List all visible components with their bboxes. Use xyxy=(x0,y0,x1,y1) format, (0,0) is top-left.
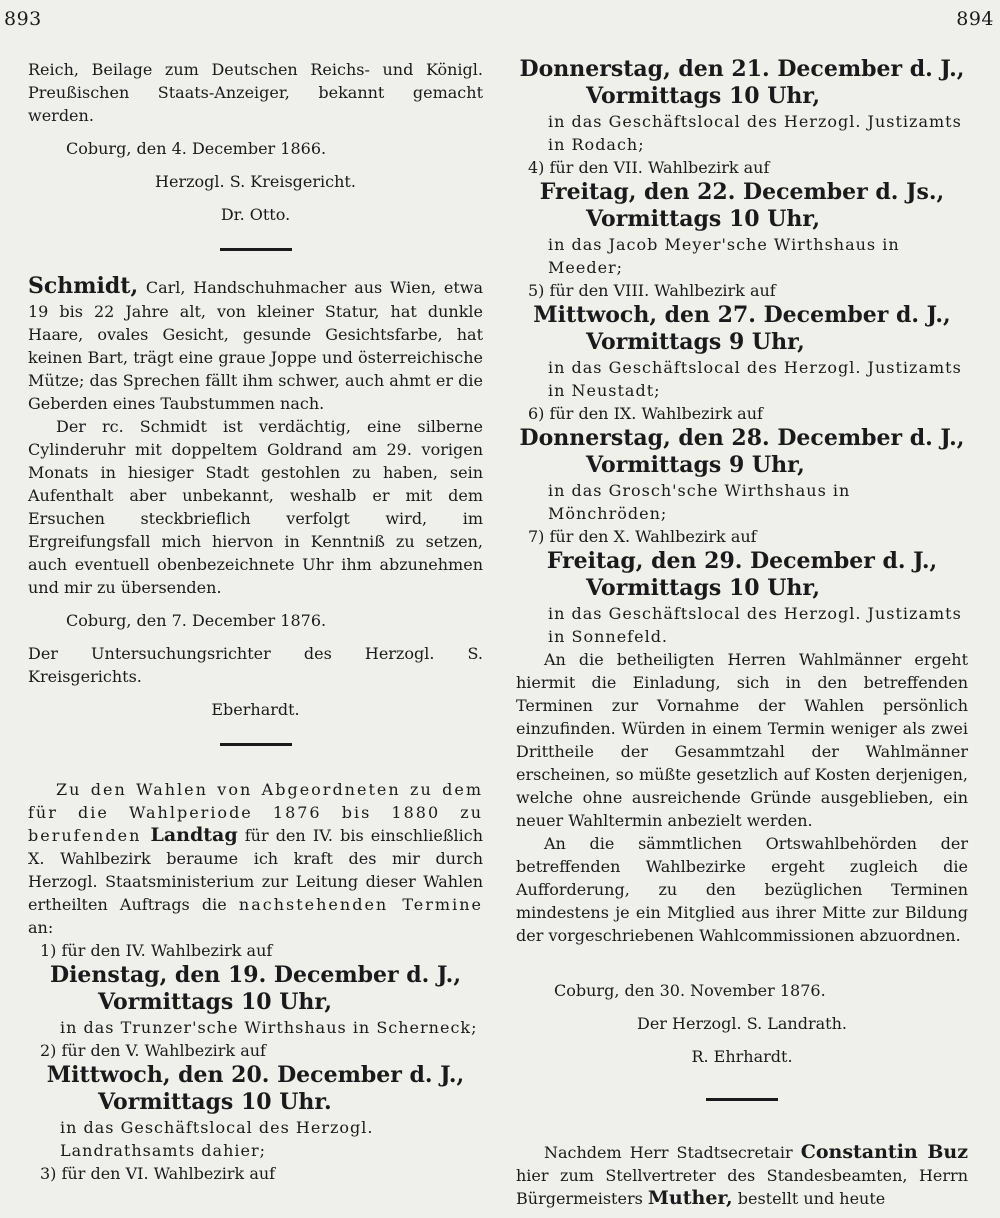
landtag-word: Landtag xyxy=(150,824,238,846)
final-paragraph: Nachdem Herr Stadtsecretair Constantin Buz hier zum Stellvertreter des Standesbeamten, Herrn Bürgermeisters Muther, bestellt und heute xyxy=(516,1141,968,1209)
item-7-place: in das Geschäftslocal des Herzogl. Justizamts in Sonnefeld. xyxy=(548,604,962,646)
notice3-office: Der Herzogl. S. Landrath. xyxy=(637,1014,847,1033)
item-5-place: in das Geschäftslocal des Herzogl. Justizamts in Neustadt; xyxy=(548,358,962,400)
election-intro: Zu den Wahlen von Abgeordneten zu dem für die Wahlperiode 1876 bis 1880 zu berufenden Landtag für den IV. bis einschließlich X. Wahlbezirk beraume ich kraft des mir durch Herzogl. Staatsministerium zur Leitung dieser Wahlen ertheilten Auftrags die nachstehenden Termine an: xyxy=(28,780,484,937)
item-6-place: in das Grosch'sche Wirthshaus in Mönchröden; xyxy=(548,481,851,523)
name-muther: Muther, xyxy=(647,1187,733,1209)
notice1-signer: Dr. Otto. xyxy=(220,205,291,224)
invitation-paragraph: An die betheiligten Herren Wahlmänner ergeht hiermit die Einladung, sich in den betreffenden Terminen zur Vornahme der Wahlen persönlich einzufinden. Würden in einem Termin weniger als zwei Drittheile der Gesammtzahl der Wahlmänner erscheinen, so müßte gesetzlich auf Kosten derjenigen, welche ohne ausreichende Gründe ausgeblieben, ein neuer Wahltermin anbezielt werden. xyxy=(516,650,968,830)
wanted-description: Carl, Handschuhmacher aus Wien, etwa 19 bis 22 Jahre alt, von kleiner Statur, hat dunkle Haare, ovales Gesicht, gesunde Gesichtsfarbe, hat keinen Bart, trägt eine graue Joppe und österreichische Mütze; das Sprechen fällt ihm schwer, auch ahmt er die Geberden eines Taubstummen nach. xyxy=(28,278,483,413)
item-2-time: Vormittags 10 Uhr. xyxy=(98,1089,332,1115)
item-3-date: Donnerstag, den 21. December d. J., xyxy=(519,56,965,82)
item-4-time: Vormittags 10 Uhr, xyxy=(586,206,821,232)
divider xyxy=(706,1098,778,1101)
notice1-court: Herzogl. S. Kreisgericht. xyxy=(155,172,356,191)
item-3-time: Vormittags 10 Uhr, xyxy=(586,83,821,109)
item-3-place: in das Geschäftslocal des Herzogl. Justizamts in Rodach; xyxy=(548,112,962,154)
item-4-date: Freitag, den 22. December d. Js., xyxy=(539,179,945,205)
intro-paragraph: Reich, Beilage zum Deutschen Reichs- und Königl. Preußischen Staats-Anzeiger, bekannt gemacht werden. xyxy=(28,60,483,125)
left-column xyxy=(28,58,483,1218)
item-2-place: in das Geschäftslocal des Herzogl. Landrathsamts dahier; xyxy=(60,1118,374,1160)
notice2-signer: Eberhardt. xyxy=(211,700,300,719)
page-number-left: 893 xyxy=(4,8,42,30)
item-7-time: Vormittags 10 Uhr, xyxy=(586,575,821,601)
item-1-label: 1) für den IV. Wahlbezirk auf xyxy=(40,941,273,960)
item-4-place: in das Jacob Meyer'sche Wirthshaus in Meeder; xyxy=(548,235,900,277)
request-paragraph: An die sämmtlichen Ortswahlbehörden der betreffenden Wahlbezirke ergeht zugleich die Aufforderung, zu den bezüglichen Terminen mindestens je ein Mitglied aus ihrer Mitte zur Bildung der vorgeschriebenen Wahlcommissionen abzuordnen. xyxy=(516,834,968,945)
item-6-label: 6) für den IX. Wahlbezirk auf xyxy=(528,404,763,423)
item-1-date: Dienstag, den 19. December d. J., xyxy=(50,962,461,988)
item-3-label: 3) für den VI. Wahlbezirk auf xyxy=(40,1164,276,1183)
notice1-date: Coburg, den 4. December 1866. xyxy=(66,139,327,158)
name-constantin-buz: Constantin Buz xyxy=(800,1141,968,1163)
notice3-date: Coburg, den 30. November 1876. xyxy=(554,981,826,1000)
wanted-notice xyxy=(28,273,483,415)
item-4-label: 4) für den VII. Wahlbezirk auf xyxy=(528,158,770,177)
item-7-label: 7) für den X. Wahlbezirk auf xyxy=(528,527,757,546)
right-column xyxy=(516,58,968,1218)
item-5-time: Vormittags 9 Uhr, xyxy=(586,329,805,355)
item-7-date: Freitag, den 29. December d. J., xyxy=(546,548,938,574)
divider xyxy=(220,743,292,746)
wanted-notice-body: Der rc. Schmidt ist verdächtig, eine silberne Cylinderuhr mit doppeltem Goldrand am 29. vorigen Monats in hiesiger Stadt gestohlen zu haben, sein Aufenthalt aber unbekannt, weshalb er mit dem Ersuchen steckbrieflich verfolgt wird, im Ergreifungsfall mich hiervon in Kenntniß zu setzen, auch eventuell obenbezeichnete Uhr ihm abzunehmen und mir zu übersenden. xyxy=(28,417,483,597)
wanted-name: Schmidt, xyxy=(28,273,139,299)
item-6-date: Donnerstag, den 28. December d. J., xyxy=(519,425,965,451)
divider xyxy=(220,248,292,251)
item-5-date: Mittwoch, den 27. December d. J., xyxy=(533,302,951,328)
notice3-signer: R. Ehrhardt. xyxy=(691,1047,793,1066)
page-number-right: 894 xyxy=(956,8,994,30)
notice2-court: Der Untersuchungsrichter des Herzogl. S. Kreisgerichts. xyxy=(28,644,483,686)
item-1-place: in das Trunzer'sche Wirthshaus in Scherneck; xyxy=(60,1018,478,1037)
item-2-label: 2) für den V. Wahlbezirk auf xyxy=(40,1041,266,1060)
item-5-label: 5) für den VIII. Wahlbezirk auf xyxy=(528,281,776,300)
notice2-date: Coburg, den 7. December 1876. xyxy=(66,611,327,630)
item-2-date: Mittwoch, den 20. December d. J., xyxy=(46,1062,465,1088)
item-6-time: Vormittags 9 Uhr, xyxy=(586,452,805,478)
item-1-time: Vormittags 10 Uhr, xyxy=(98,989,333,1015)
